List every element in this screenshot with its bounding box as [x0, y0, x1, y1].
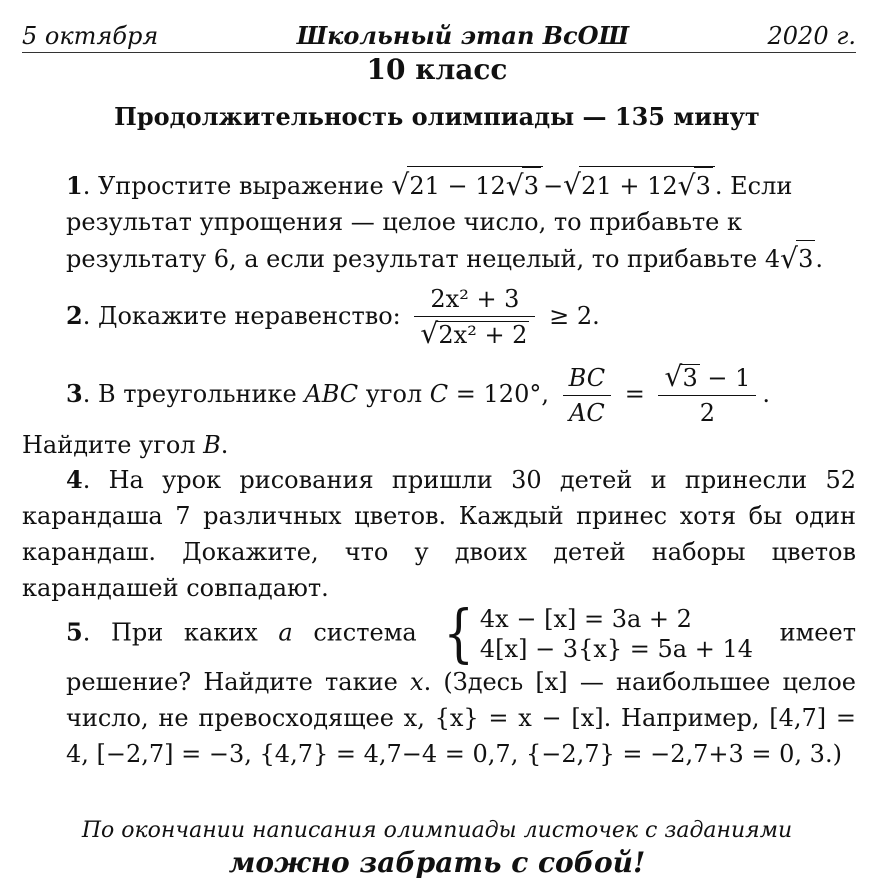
page-header [22, 12, 856, 53]
problem-3-dot: . [762, 379, 770, 408]
curly-brace-icon: { [443, 597, 474, 671]
problem-5-text-a: . При каких [82, 618, 279, 647]
problem-1-expr1-b: 3 [522, 167, 541, 204]
problem-3-fraction-2 [658, 364, 756, 427]
problem-3-frac-bar-2 [658, 395, 756, 396]
problem-1-number: 1 [66, 171, 83, 200]
problem-3-frac2-sqrt [664, 364, 699, 391]
problem-2-denominator: 2x² + 2 [438, 321, 528, 350]
problem-1-inner-sqrt-1 [506, 167, 541, 204]
footer-line-1: По окончании написания олимпиады листочек с заданиями [81, 818, 793, 843]
problem-3-text-b: угол [358, 379, 430, 408]
problem-1-text-b: . Если результат упрощения — целое число, то прибавьте к результату 6, а если результат нецелый, то прибавьте [66, 172, 793, 273]
problem-2-number: 2 [66, 300, 83, 330]
problem-5-eq1: 4x − [x] = 3a + 2 [479, 605, 692, 633]
problem-3 [22, 364, 856, 463]
problem-4-text: . На урок рисования пришли 30 детей и принесли 52 карандаша 7 различных цветов. Каждый принес хотя бы один карандаш. Докажите, что у двоих детей наборы цветов карандашей совпадают. [22, 466, 856, 602]
problem-2-text-a: . Докажите неравенство: [82, 301, 409, 330]
problem-1-add-sqrt-val: 3 [796, 240, 815, 277]
problem-3-frac-bar-1 [563, 395, 611, 396]
grade-title: 10 класс [366, 53, 508, 86]
header-year: 2020 г. [767, 22, 856, 50]
problem-1-text-a: . Упростите выражение [82, 172, 392, 200]
problem-1-expr2-b: 3 [694, 167, 713, 204]
problem-1-expr1-a: 21 − 12 [409, 172, 506, 200]
problem-1-dot: . [815, 245, 824, 273]
problem-3-c: C [429, 379, 449, 408]
problem-5 [22, 597, 856, 772]
problem-5-system [443, 597, 753, 671]
problem-1-sqrt-2 [563, 166, 715, 204]
problem-3-text-c: = 120°, [448, 379, 557, 408]
problem-2-fraction [414, 286, 535, 349]
problem-3-text-d: Найдите угол [22, 430, 204, 459]
problem-3-text-a: . В треугольнике [82, 379, 305, 408]
problem-1-add-sqrt [780, 240, 815, 277]
problem-4 [22, 462, 856, 606]
problem-3-dot2: . [220, 430, 229, 459]
header-date: 5 октября [22, 22, 159, 50]
problem-5-text-c: имеет решение? Найдите такие [66, 618, 856, 696]
problem-5-text-d: . (Здесь [x] — наибольшее целое число, не превосходящее x, {x} = x − [x]. Например, [4,7] = 4, [−2,7] = −3, {4,7} = 4,7−4 = 0,7, {−2,7} = −2,7+3 = 0, 3.) [66, 668, 856, 768]
problem-3-abc: ABC [304, 379, 359, 408]
problem-3-b: B [203, 430, 221, 459]
header-title: Школьный этап ВсОШ [296, 21, 630, 50]
problem-3-number: 3 [66, 378, 83, 408]
problem-3-frac-top: BC [568, 363, 606, 392]
duration-text: Продолжительность олимпиады — 135 минут [114, 102, 760, 131]
problem-3-frac2-top-rest: − 1 [699, 364, 751, 392]
problem-1-minus: − [543, 172, 564, 200]
problem-5-number: 5 [66, 617, 83, 647]
footer-line-2: можно забрать с собой! [228, 846, 646, 879]
problem-4-number: 4 [66, 465, 83, 494]
problem-3-eq: = [617, 379, 653, 408]
problem-2 [22, 286, 856, 349]
problem-1-expr2-a: 21 + 12 [581, 172, 678, 200]
problem-5-eq2: 4[x] − 3{x} = 5a + 14 [479, 635, 753, 663]
problem-3-frac2-top-sqrt: 3 [682, 364, 698, 392]
problem-3-fraction-1 [563, 365, 611, 427]
problem-1-add: 4 [764, 245, 781, 273]
problem-5-a: a [278, 618, 293, 647]
problem-2-numerator: 2x² + 3 [430, 285, 520, 313]
problem-3-frac2-bot: 2 [699, 399, 716, 428]
problem-1-sqrt-1 [391, 166, 543, 204]
problem-1-inner-sqrt-2 [678, 167, 713, 204]
problem-2-denom-sqrt [420, 321, 529, 348]
problem-3-frac-bot: AC [568, 398, 605, 427]
problem-5-x: x [410, 668, 424, 696]
problem-5-text-b: система [292, 618, 438, 647]
problem-1 [22, 166, 856, 277]
problem-2-rhs: ≥ 2. [549, 301, 600, 330]
